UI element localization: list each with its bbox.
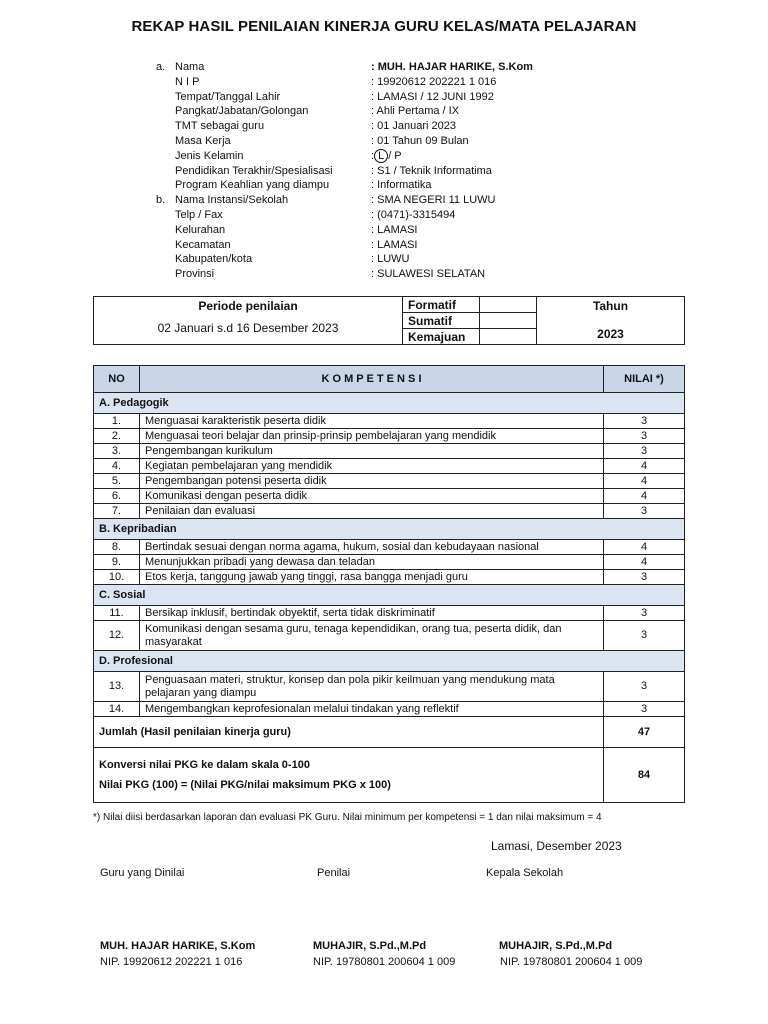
competency-text: Komunikasi dengan sesama guru, tenaga kependidikan, orang tua, peserta didik, dan masyarakat — [140, 621, 604, 651]
competency-row — [94, 672, 685, 702]
competency-text: Menunjukkan pribadi yang dewasa dan teladan — [140, 555, 604, 570]
type-sumatif-box — [480, 313, 537, 329]
role-teacher: Guru yang Dinilai — [100, 867, 185, 879]
role-assessor: Penilai — [317, 867, 351, 879]
identity-value: : S1 / Teknik Informatima — [371, 164, 492, 177]
competency-row — [94, 555, 685, 570]
identity-value: : Informatika — [371, 179, 432, 192]
identity-label: N I P — [175, 75, 200, 88]
competency-row — [94, 702, 685, 717]
competency-no: 10. — [94, 570, 140, 585]
period-heading: Periode penilaian — [198, 299, 298, 313]
identity-value: : 01 Januari 2023 — [371, 120, 457, 133]
identity-value: : 01 Tahun 09 Bulan — [371, 135, 469, 147]
competency-row — [94, 414, 685, 429]
total-value: 47 — [604, 717, 685, 748]
section-title: A. Pedagogik — [94, 393, 685, 414]
identity-label: Program Keahlian yang diampu — [175, 179, 330, 192]
competency-value: 3 — [604, 606, 685, 621]
competency-value: 3 — [604, 702, 685, 717]
identity-value: : Ahli Pertama / IX — [371, 105, 460, 118]
competency-row — [94, 429, 685, 444]
competency-text: Mengembangkan keprofesionalan melalui tindakan yang reflektif — [140, 702, 604, 717]
col-value: NILAI *) — [604, 366, 685, 393]
identity-value: : LAMASI / 12 JUNI 1992 — [371, 90, 494, 103]
competency-no: 6. — [94, 489, 140, 504]
identity-letter: b. — [156, 194, 166, 207]
competency-row — [94, 444, 685, 459]
role-principal: Kepala Sekolah — [486, 867, 564, 879]
identity-label: Nama Instansi/Sekolah — [175, 194, 289, 207]
competency-text: Menguasai karakteristik peserta didik — [140, 414, 604, 429]
competency-row — [94, 474, 685, 489]
gender-male-circled: L — [374, 149, 388, 163]
conversion-label-1: Konversi nilai PKG ke dalam skala 0-100 — [99, 759, 310, 771]
identity-label: Kecamatan — [175, 238, 231, 251]
col-no: NO — [94, 366, 140, 393]
identity-label: TMT sebagai guru — [175, 120, 265, 133]
competency-value: 3 — [604, 672, 685, 702]
competency-text: Bertindak sesuai dengan norma agama, hukum, sosial dan kebudayaan nasional — [140, 540, 604, 555]
identity-label: Kelurahan — [175, 223, 226, 236]
competency-no: 14. — [94, 702, 140, 717]
type-kemajuan-box — [480, 329, 537, 345]
period-cell — [94, 297, 403, 345]
identity-label: Pangkat/Jabatan/Golongan — [175, 105, 309, 118]
competency-no: 11. — [94, 606, 140, 621]
identity-value: : LAMASI — [371, 223, 418, 236]
competency-no: 9. — [94, 555, 140, 570]
conversion-label-2: Nilai PKG (100) = (Nilai PKG/nilai maksimum PKG x 100) — [99, 779, 391, 791]
identity-value: : LUWU — [371, 253, 410, 266]
identity-value: : SMA NEGERI 11 LUWU — [371, 194, 496, 207]
identity-value: : SULAWESI SELATAN — [371, 268, 486, 281]
identity-value: : MUH. HAJAR HARIKE, S.Kom — [371, 61, 533, 73]
competency-row — [94, 606, 685, 621]
competency-no: 1. — [94, 414, 140, 429]
section-title: B. Kepribadian — [94, 519, 685, 540]
year-cell — [537, 297, 685, 345]
gender-separator: / — [388, 149, 392, 162]
footnote: *) Nilai diisi berdasarkan laporan dan evaluasi PK Guru. Nilai minimum per kompetensi = 1 dan nilai maksimum = 4 — [93, 812, 602, 823]
identity-value — [371, 149, 402, 164]
gender-female: P — [394, 149, 402, 162]
competency-no: 3. — [94, 444, 140, 459]
conversion-label-cell — [94, 748, 604, 803]
section-row — [94, 585, 685, 606]
competency-no: 8. — [94, 540, 140, 555]
type-formatif-box — [480, 297, 537, 313]
section-row — [94, 519, 685, 540]
competency-value: 3 — [604, 504, 685, 519]
total-label: Jumlah (Hasil penilaian kinerja guru) — [94, 717, 604, 748]
competency-value: 4 — [604, 489, 685, 504]
signer-principal-nip: NIP. 19780801 200604 1 009 — [500, 956, 643, 968]
competency-text: Etos kerja, tanggung jawab yang tinggi, rasa bangga menjadi guru — [140, 570, 604, 585]
identity-label: Pendidikan Terakhir/Spesialisasi — [175, 164, 333, 177]
identity-letter: a. — [156, 61, 166, 73]
competency-value: 4 — [604, 474, 685, 489]
competency-row — [94, 570, 685, 585]
competency-text: Pengembangan kurikulum — [140, 444, 604, 459]
competency-text: Komunikasi dengan peserta didik — [140, 489, 604, 504]
competency-text: Bersikap inklusif, bertindak obyektif, serta tidak diskriminatif — [140, 606, 604, 621]
identity-label: Jenis Kelamin — [175, 149, 244, 162]
year-value: 2023 — [597, 327, 624, 341]
competency-no: 12. — [94, 621, 140, 651]
competency-no: 13. — [94, 672, 140, 702]
section-title: C. Sosial — [94, 585, 685, 606]
competency-no: 5. — [94, 474, 140, 489]
document-title: REKAP HASIL PENILAIAN KINERJA GURU KELAS/MATA PELAJARAN — [131, 18, 637, 35]
signer-teacher-name: MUH. HAJAR HARIKE, S.Kom — [100, 940, 256, 952]
competency-text: Pengembangan potensi peserta didik — [140, 474, 604, 489]
competency-text: Penilaian dan evaluasi — [140, 504, 604, 519]
identity-label: Kabupaten/kota — [175, 253, 253, 266]
section-title: D. Profesional — [94, 651, 685, 672]
competency-value: 4 — [604, 540, 685, 555]
identity-value: : (0471)-3315494 — [371, 209, 456, 221]
period-range: 02 Januari s.d 16 Desember 2023 — [157, 321, 339, 335]
competency-text: Menguasai teori belajar dan prinsip-prinsip pembelajaran yang mendidik — [140, 429, 604, 444]
type-kemajuan: Kemajuan — [403, 329, 480, 345]
section-row — [94, 393, 685, 414]
competency-value: 3 — [604, 444, 685, 459]
identity-label: Provinsi — [175, 268, 215, 281]
competency-value: 4 — [604, 555, 685, 570]
competency-text: Kegiatan pembelajaran yang mendidik — [140, 459, 604, 474]
identity-value: : LAMASI — [371, 238, 418, 251]
place-date: Lamasi, Desember 2023 — [491, 839, 622, 853]
conversion-row — [94, 748, 685, 803]
total-row — [94, 717, 685, 748]
gender-prefix: : — [371, 149, 375, 162]
year-label: Tahun — [592, 299, 629, 313]
competency-row — [94, 621, 685, 651]
signer-teacher-nip: NIP. 19920612 202221 1 016 — [100, 956, 243, 968]
competency-value: 3 — [604, 429, 685, 444]
competency-row — [94, 489, 685, 504]
signer-principal-name: MUHAJIR, S.Pd.,M.Pd — [499, 940, 613, 952]
period-table — [93, 296, 685, 345]
competency-no: 7. — [94, 504, 140, 519]
competency-value: 3 — [604, 621, 685, 651]
identity-label: Masa Kerja — [175, 135, 231, 147]
identity-label: Tempat/Tanggal Lahir — [175, 90, 281, 103]
conversion-value: 84 — [604, 748, 685, 803]
competency-value: 4 — [604, 459, 685, 474]
competency-value: 3 — [604, 570, 685, 585]
col-competency: K O M P E T E N S I — [140, 366, 604, 393]
identity-label: Nama — [175, 61, 205, 73]
competency-no: 2. — [94, 429, 140, 444]
identity-value: : 19920612 202221 1 016 — [371, 75, 497, 88]
section-row — [94, 651, 685, 672]
competency-row — [94, 540, 685, 555]
competency-header-row — [94, 366, 685, 393]
signer-assessor-nip: NIP. 19780801 200604 1 009 — [313, 956, 456, 968]
competency-no: 4. — [94, 459, 140, 474]
identity-label: Telp / Fax — [175, 209, 223, 221]
competency-value: 3 — [604, 414, 685, 429]
type-formatif: Formatif — [403, 297, 480, 313]
type-sumatif: Sumatif — [403, 313, 480, 329]
competency-text: Penguasaan materi, struktur, konsep dan pola pikir keilmuan yang mendukung mata pelajaran yang diampu — [140, 672, 604, 702]
signer-assessor-name: MUHAJIR, S.Pd.,M.Pd — [313, 940, 427, 952]
competency-row — [94, 504, 685, 519]
competency-table — [93, 365, 685, 803]
competency-row — [94, 459, 685, 474]
